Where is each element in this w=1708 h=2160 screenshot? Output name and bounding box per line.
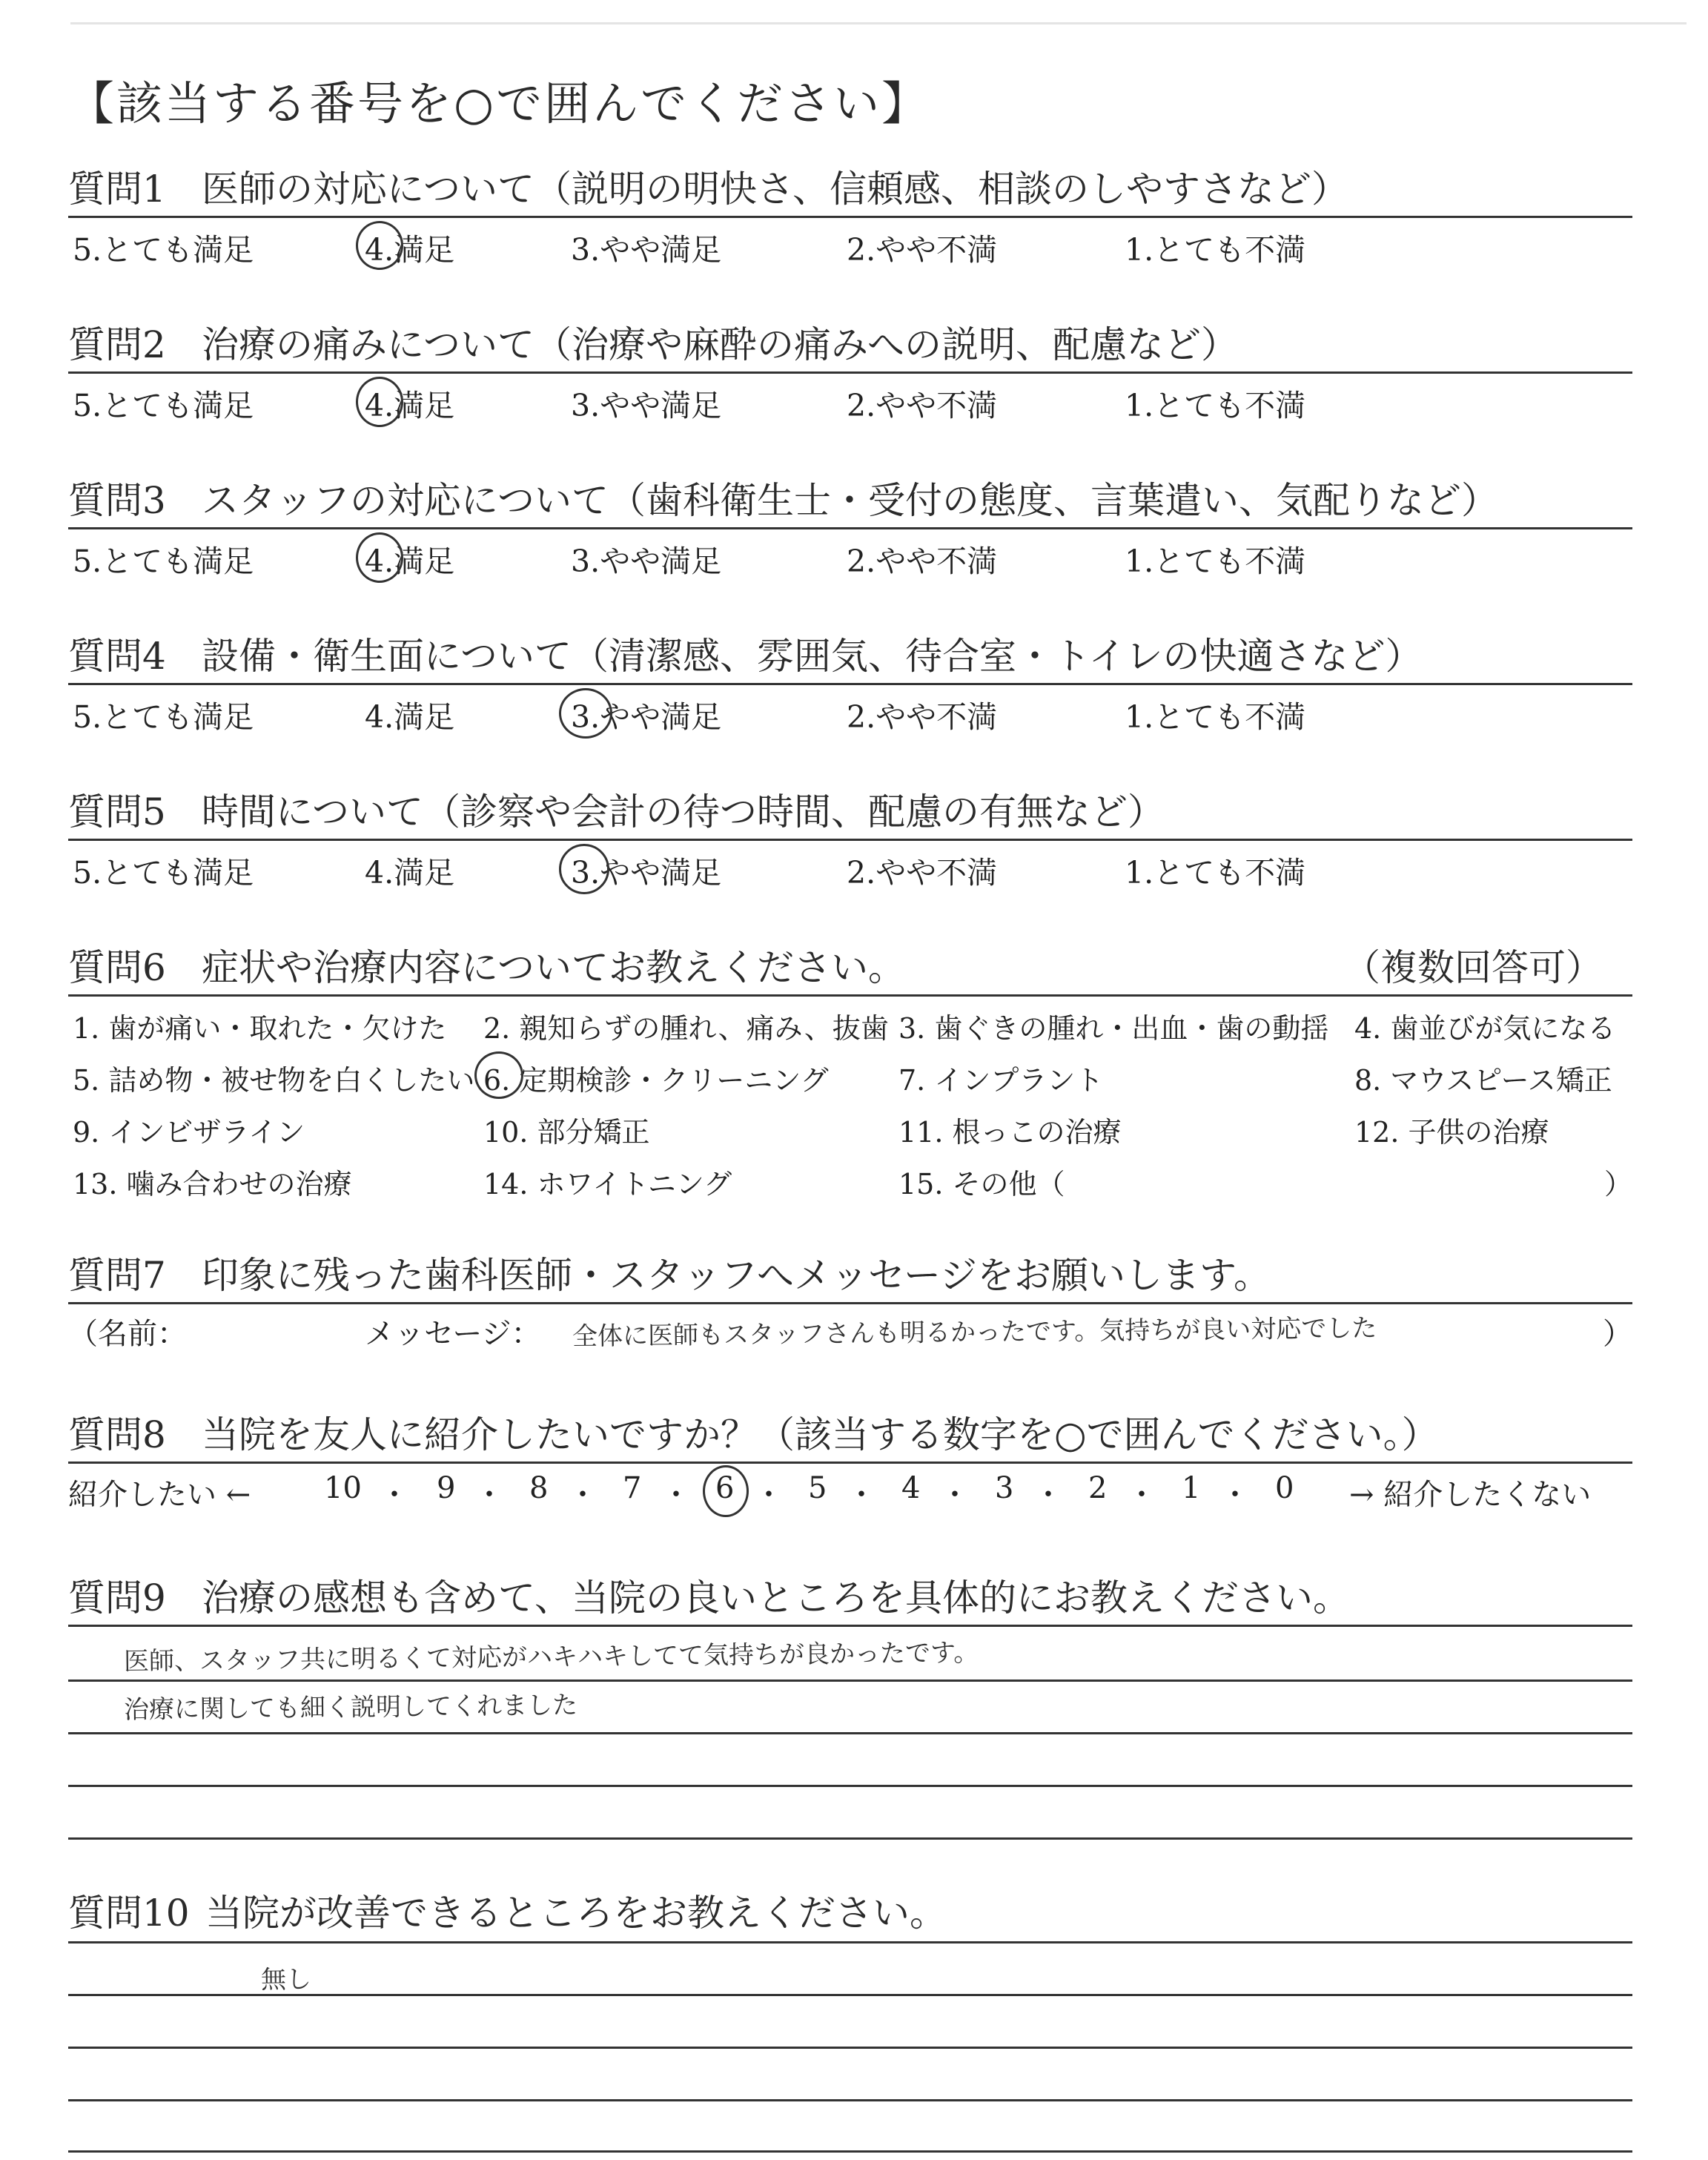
answer-line [68, 1837, 1632, 1840]
question-10 [68, 1891, 1632, 1995]
option-2[interactable]: 2.やや不満 [847, 544, 998, 579]
question-text: 時間について（診察や会計の待つ時間、配慮の有無など） [202, 790, 1165, 833]
symptom-item[interactable]: 3. 歯ぐきの腫れ・出血・歯の動揺 [898, 1012, 1329, 1045]
question-8 [68, 1413, 1632, 1516]
question-2 [68, 323, 1632, 426]
question-rule [68, 1302, 1632, 1304]
answer-line [68, 1732, 1632, 1734]
question-number: 質問6 [68, 946, 166, 989]
rating-options [68, 225, 1632, 270]
question-text: 当院を友人に紹介したいですか？（該当する数字を○で囲んでください。） [202, 1413, 1439, 1456]
question-rule [68, 1625, 1632, 1627]
other-close-paren: ） [1603, 1168, 1632, 1200]
scale-number[interactable]: 7 [623, 1471, 642, 1505]
option-5[interactable]: 5.とても満足 [73, 544, 254, 579]
option-1[interactable]: 1.とても不満 [1125, 544, 1306, 579]
symptom-item[interactable]: 14. ホワイトニング [483, 1168, 732, 1200]
option-4[interactable]: 4.満足 [365, 855, 455, 891]
symptom-item[interactable]: 10. 部分矯正 [483, 1116, 650, 1149]
answer-line [68, 2099, 1632, 2101]
option-3[interactable]: 3.やや満足 [571, 544, 722, 579]
answer-circle [703, 1465, 749, 1517]
answer-line [68, 2047, 1632, 2049]
option-3[interactable]: 3.やや満足 [571, 388, 722, 423]
option-2[interactable]: 2.やや不満 [847, 232, 998, 268]
answer-line [68, 2150, 1632, 2153]
rating-options [68, 381, 1632, 426]
symptom-item[interactable]: 4. 歯並びが気になる [1354, 1012, 1616, 1045]
symptom-item[interactable]: 9. インビザライン [73, 1116, 305, 1149]
scale-number[interactable]: 1 [1182, 1471, 1201, 1505]
question-5 [68, 790, 1632, 893]
answer-line [68, 1680, 1632, 1682]
option-3[interactable]: 3.やや満足 [571, 699, 722, 735]
symptom-item[interactable]: 1. 歯が痛い・取れた・欠けた [73, 1012, 447, 1045]
answer-circle [356, 221, 403, 270]
question-number: 質問9 [68, 1576, 166, 1619]
handwritten-answer: 無し [260, 1964, 312, 1995]
answer-line [68, 1941, 1632, 1943]
scale-number[interactable]: 10 [324, 1471, 362, 1505]
question-rule [68, 527, 1632, 529]
question-rule [68, 1462, 1632, 1464]
question-rule [68, 683, 1632, 685]
question-number: 質問4 [68, 635, 166, 678]
referral-scale: 紹介したい ← 10 ・ 9 ・ 8 ・ 7 ・ 6 ・ 5 ・ 4 ・ 3 ・ 2 ・ 1 ・ 0 → 紹介したくない [68, 1471, 1632, 1516]
option-2[interactable]: 2.やや不満 [847, 388, 998, 423]
answer-circle [356, 377, 403, 427]
option-5[interactable]: 5.とても満足 [73, 855, 254, 891]
option-1[interactable]: 1.とても不満 [1125, 388, 1306, 423]
message-close-paren: ） [1603, 1317, 1632, 1351]
question-4 [68, 634, 1632, 737]
question-text: 症状や治療内容についてお教えください。 [202, 946, 905, 989]
option-4[interactable]: 4.満足 [365, 699, 455, 735]
symptom-item[interactable]: 13. 噛み合わせの治療 [73, 1168, 352, 1200]
top-border [70, 22, 1687, 24]
question-1 [68, 167, 1632, 270]
option-1[interactable]: 1.とても不満 [1125, 699, 1306, 735]
scale-number[interactable]: 9 [437, 1471, 456, 1505]
page-title: 【該当する番号を○で囲んでください】 [68, 76, 930, 131]
scale-number[interactable]: 3 [995, 1471, 1014, 1505]
question-number: 質問2 [68, 323, 166, 366]
option-5[interactable]: 5.とても満足 [73, 388, 254, 423]
scale-number[interactable]: 8 [529, 1471, 549, 1505]
rating-options [68, 848, 1632, 893]
question-rule [68, 371, 1632, 374]
question-7 [68, 1253, 1632, 1355]
answer-circle [559, 844, 609, 894]
question-text: 治療の感想も含めて、当院の良いところを具体的にお教えください。 [202, 1576, 1350, 1619]
question-9 [68, 1576, 1632, 1725]
answer-circle [356, 532, 403, 583]
question-3 [68, 478, 1632, 581]
option-4[interactable]: 4.満足 [365, 388, 455, 423]
question-text: スタッフの対応について（歯科衛生士・受付の態度、言葉遣い、気配りなど） [202, 479, 1498, 522]
question-number: 質問3 [68, 479, 166, 522]
question-number: 質問8 [68, 1413, 166, 1456]
symptom-options [68, 1005, 1632, 1213]
option-1[interactable]: 1.とても不満 [1125, 232, 1306, 268]
question-text: 印象に残った歯科医師・スタッフへメッセージをお願いします。 [202, 1254, 1271, 1297]
question-number: 質問5 [68, 790, 166, 833]
symptom-item[interactable]: 11. 根っこの治療 [898, 1116, 1122, 1149]
scale-number[interactable]: 4 [901, 1471, 921, 1505]
option-5[interactable]: 5.とても満足 [73, 232, 254, 268]
answer-circle [559, 688, 612, 739]
question-number: 質問7 [68, 1254, 166, 1297]
question-6 [68, 945, 1632, 1213]
symptom-item[interactable]: 15. その他（ [898, 1168, 1065, 1200]
multiple-answer-note: （複数回答可） [1343, 946, 1603, 989]
answer-line [68, 1785, 1632, 1787]
symptom-item[interactable]: 2. 親知らずの腫れ、痛み、抜歯 [483, 1012, 889, 1045]
symptom-item[interactable]: 8. マウスピース矯正 [1354, 1064, 1612, 1097]
handwritten-message: 全体に医師もスタッフさんも明るかったです。気持ちが良い対応でした [572, 1313, 1377, 1352]
scale-left-label: 紹介したい ← [68, 1478, 251, 1512]
option-3[interactable]: 3.やや満足 [571, 855, 722, 891]
rating-options [68, 537, 1632, 581]
message-row [68, 1310, 1632, 1355]
option-3[interactable]: 3.やや満足 [571, 232, 722, 268]
handwritten-answer-line-1: 医師、スタッフ共に明るくて対応がハキハキしてて気持ちが良かったです。 [123, 1637, 979, 1677]
scale-right-label: → 紹介したくない [1349, 1478, 1592, 1512]
question-text: 当院が改善できるところをお教えください。 [205, 1892, 947, 1935]
symptom-item[interactable]: 6. 定期検診・クリーニング [483, 1064, 829, 1097]
scale-number[interactable]: 0 [1275, 1471, 1294, 1505]
handwritten-answer-line-2: 治療に関しても細く説明してくれました [123, 1690, 578, 1725]
option-2[interactable]: 2.やや不満 [847, 855, 998, 891]
question-number: 質問10 [68, 1892, 190, 1935]
question-rule [68, 216, 1632, 218]
question-text: 医師の対応について（説明の明快さ、信頼感、相談のしやすさなど） [202, 168, 1348, 211]
question-rule [68, 994, 1632, 997]
option-5[interactable]: 5.とても満足 [73, 699, 254, 735]
question-text: 治療の痛みについて（治療や麻酔の痛みへの説明、配慮など） [202, 323, 1238, 366]
question-rule [68, 839, 1632, 841]
symptom-item[interactable]: 7. インプラント [898, 1064, 1104, 1097]
question-number: 質問1 [68, 168, 166, 211]
scale-number[interactable]: 5 [808, 1471, 827, 1505]
option-4[interactable]: 4.満足 [365, 232, 455, 268]
name-label: （名前： [68, 1317, 187, 1351]
answer-circle [474, 1051, 523, 1099]
option-2[interactable]: 2.やや不満 [847, 699, 998, 735]
rating-options [68, 693, 1632, 737]
scale-number[interactable]: 2 [1088, 1471, 1108, 1505]
symptom-item[interactable]: 5. 詰め物・被せ物を白くしたい [73, 1064, 475, 1097]
message-label: メッセージ： [365, 1317, 541, 1351]
symptom-item[interactable]: 12. 子供の治療 [1354, 1116, 1549, 1149]
question-text: 設備・衛生面について（清潔感、雰囲気、待合室・トイレの快適さなど） [202, 635, 1423, 678]
option-1[interactable]: 1.とても不満 [1125, 855, 1306, 891]
answer-line [68, 1994, 1632, 1996]
option-4[interactable]: 4.満足 [365, 544, 455, 579]
scale-number[interactable]: 6 [715, 1471, 735, 1505]
